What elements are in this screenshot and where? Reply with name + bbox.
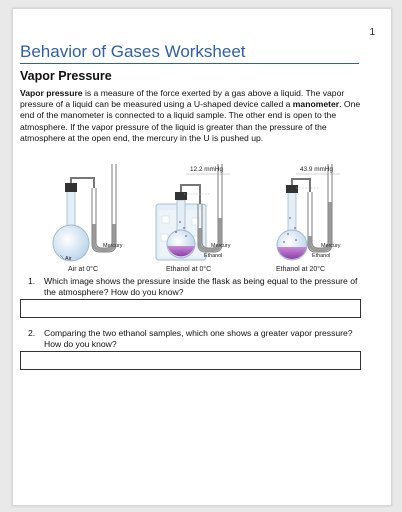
page-number: 1 xyxy=(369,27,375,38)
label-mercury-ethanol-0c: Mercury xyxy=(211,243,231,249)
pressure-label-20c: 43.9 mmHg xyxy=(300,166,334,173)
label-ethanol-0c: Ethanol xyxy=(204,253,223,259)
panel-ethanol-0c xyxy=(156,164,231,273)
title-divider xyxy=(20,63,359,64)
label-ethanol-20c: Ethanol xyxy=(312,253,331,259)
caption-ethanol-20c: Ethanol at 20°C xyxy=(276,266,326,273)
manometer-diagram xyxy=(20,152,362,274)
u-tube-ethanol-20c xyxy=(308,164,332,252)
section-heading: Vapor Pressure xyxy=(20,69,112,83)
label-air: Air xyxy=(65,256,72,262)
flask-air xyxy=(53,183,89,261)
answer-box-1[interactable] xyxy=(20,299,361,318)
worksheet-title: Behavior of Gases Worksheet xyxy=(20,42,246,61)
vapor-pressure-paragraph xyxy=(20,88,362,144)
question-1-number: 1. xyxy=(28,276,36,286)
question-2-text: Comparing the two ethanol samples, which one shows a greater vapor pressure? How do you know? xyxy=(44,328,353,350)
panel-ethanol-20c xyxy=(276,164,341,273)
panel-air xyxy=(53,164,123,273)
manometer-figure xyxy=(20,152,362,274)
question-1-text: Which image shows the pressure inside the flask as being equal to the pressure of the atmosphere? How do you know? xyxy=(44,276,358,298)
u-tube-air xyxy=(92,164,116,252)
label-mercury-ethanol-20c: Mercury xyxy=(321,243,341,249)
paragraph-text-1: is a measure of the force exerted by a gas above a liquid. The vapor pressure of a liquid can be measured using a U-shaped device called a xyxy=(20,88,345,110)
pressure-label-0c: 12.2 mmHg xyxy=(190,166,224,173)
question-2-number: 2. xyxy=(28,328,36,338)
label-mercury-air: Mercury xyxy=(103,243,123,249)
answer-box-2[interactable] xyxy=(20,351,361,370)
caption-ethanol-0c: Ethanol at 0°C xyxy=(166,266,212,273)
paragraph-text-2: . One end of the manometer is connected to a liquid sample. The other end is open to the atmosphere. If the vapor pressure of the liquid is greater than the pressure of the atmosphere at the open end, the mercury in the U is pushed up. xyxy=(20,99,361,143)
caption-air: Air at 0°C xyxy=(68,266,99,273)
term-manometer: manometer xyxy=(292,99,340,110)
u-tube-ethanol-0c xyxy=(198,164,222,252)
flask-ethanol-20c xyxy=(277,185,307,260)
term-vapor-pressure: Vapor pressure xyxy=(20,88,83,98)
